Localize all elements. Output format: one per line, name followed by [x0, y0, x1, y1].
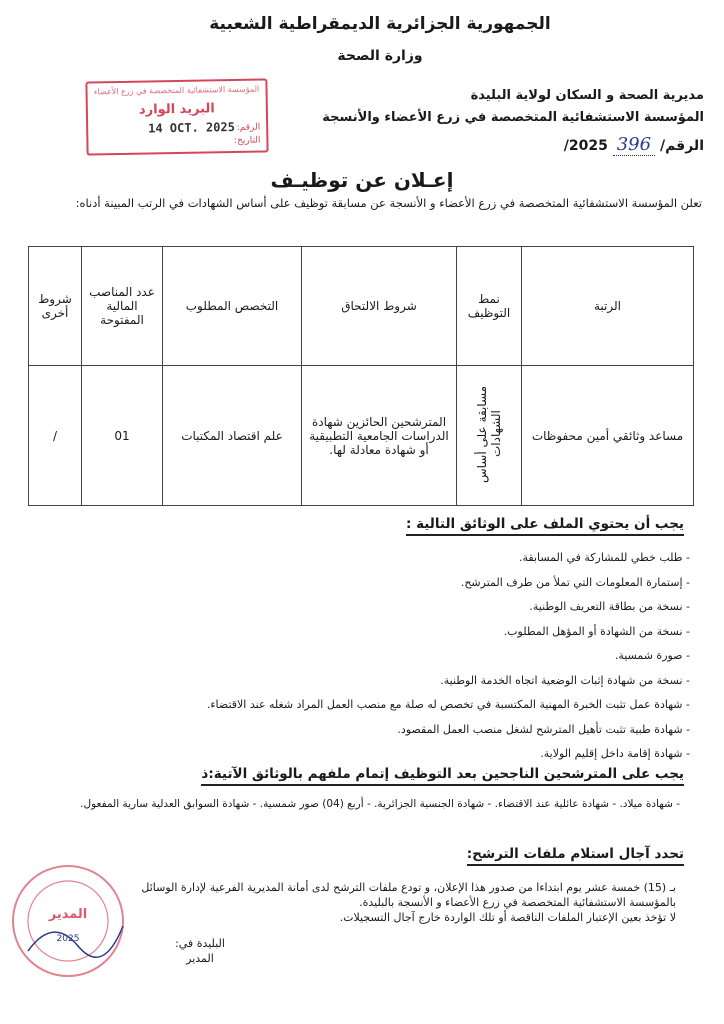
official-seal: [8, 856, 128, 986]
table-header-row: [29, 247, 694, 366]
cell-specialty: علم اقتصاد المكتبات: [163, 366, 302, 506]
list-item: - طلب خطي للمشاركة في المسابقة.: [40, 548, 690, 573]
seal-year: 2025: [56, 934, 80, 944]
col-specialty: التخصص المطلوب: [163, 247, 302, 366]
cell-mode-text: مسابقة على أساس الشهادات: [475, 385, 503, 483]
list-item: - نسخة من شهادة إثبات الوضعية اتجاه الخدمة الوطنية.: [40, 671, 690, 696]
positions-table: [28, 246, 694, 506]
table-row: [29, 366, 694, 506]
incoming-mail-stamp: [85, 78, 268, 155]
deadline-heading: تحدد آجال استلام ملفات الترشح:: [466, 846, 684, 862]
documents-heading: يجب أن يحتوي الملف على الوثائق التالية :: [406, 516, 684, 532]
after-hiring-heading: يجب على المترشحين الناجحين بعد التوظيف إتمام ملفهم بالوثائق الآتية:ذ: [201, 766, 684, 782]
reference-number: [564, 134, 704, 155]
announcement-title: إعـلان عن توظيـف: [270, 168, 454, 192]
stamp-org: المؤسسة الاستشفائية المتخصصة في زرع الأعضاء: [93, 84, 260, 97]
list-item: - صورة شمسية.: [40, 646, 690, 671]
announcement-intro: تعلن المؤسسة الاستشفائية المتخصصة في زرع الأعضاء و الأنسجة عن مسابقة توظيف على أساس الشهادات في الرتب المبينة أدناه:: [75, 196, 702, 210]
list-item: - شهادة طبية تثبت تأهيل المترشح لشغل منصب العمل المقصود.: [40, 720, 690, 745]
deadline-line: بـ (15) خمسة عشر يوم ابتداءا من صدور هذا الإعلان، و تودع ملفات الترشح لدى أمانة المديرية الفرعية لإدارة الوسائل: [141, 881, 676, 894]
reference-handwritten-number: 396: [613, 134, 655, 156]
directorate-line: مديرية الصحة و السكان لولاية البليدة: [470, 88, 704, 103]
list-item: - إستمارة المعلومات التي تملأ من طرف المترشح.: [40, 573, 690, 598]
list-item: - شهادة عمل تثبت الخبرة المهنية المكتسبة في تخصص له صلة مع منصب العمل المراد شغله عند الاقتضاء.: [40, 695, 690, 720]
col-mode: نمط التوظيف: [457, 247, 522, 366]
list-item: - شهادة إقامة داخل إقليم الولاية.: [40, 744, 690, 769]
signature-role: المدير: [186, 952, 214, 965]
stamp-number-label: الرقم:: [236, 122, 261, 133]
list-item: - نسخة من الشهادة أو المؤهل المطلوب.: [40, 622, 690, 647]
signature-place: البليدة في:: [175, 937, 225, 950]
list-item: - نسخة من بطاقة التعريف الوطنية.: [40, 597, 690, 622]
republic-title: الجمهورية الجزائرية الديمقراطية الشعبية: [209, 14, 551, 34]
after-hiring-docs: - شهادة ميلاد. - شهادة عائلية عند الاقتضاء. - شهادة الجنسية الجزائرية. - أربع (04) صور شمسية. - شهادة السوابق العدلية سارية المفعول.: [80, 798, 680, 810]
stamp-date-label: التاريخ:: [233, 135, 261, 147]
cell-conditions: المترشحين الحائزين شهادة الدراسات الجامعية التطبيقية أو شهادة معادلة لها.: [302, 366, 457, 506]
reference-label: الرقم/: [659, 138, 704, 154]
deadline-line: لا تؤخذ بعين الإعتبار الملفات الناقصة أو تلك الواردة خارج آجال التسجيلات.: [339, 911, 676, 924]
deadline-line: بالمؤسسة الاستشفائية المتخصصة في زرع الأعضاء و الأنسجة بالبليدة.: [359, 896, 676, 909]
cell-mode: [457, 366, 522, 506]
documents-list: [40, 548, 690, 769]
col-rank: الرتبة: [522, 247, 694, 366]
deadline-text: [46, 880, 676, 925]
stamp-label: البريد الوارد: [138, 101, 215, 118]
stamp-date: 14 OCT. 2025: [148, 119, 236, 136]
reference-year: 2025/: [563, 138, 608, 154]
ministry-title: وزارة الصحة: [337, 48, 423, 64]
col-other: شروط أخرى: [29, 247, 82, 366]
seal-center-text: المدير: [48, 907, 88, 922]
cell-rank: مساعد وثائقي أمين محفوظات: [522, 366, 694, 506]
cell-other: /: [29, 366, 82, 506]
cell-positions: 01: [82, 366, 163, 506]
col-positions: عدد المناصب المالية المفتوحة: [82, 247, 163, 366]
establishment-line: المؤسسة الاستشفائية المتخصصة في زرع الأعضاء والأنسجة: [322, 110, 704, 125]
signature-block: [150, 936, 250, 966]
col-conditions: شروط الالتحاق: [302, 247, 457, 366]
